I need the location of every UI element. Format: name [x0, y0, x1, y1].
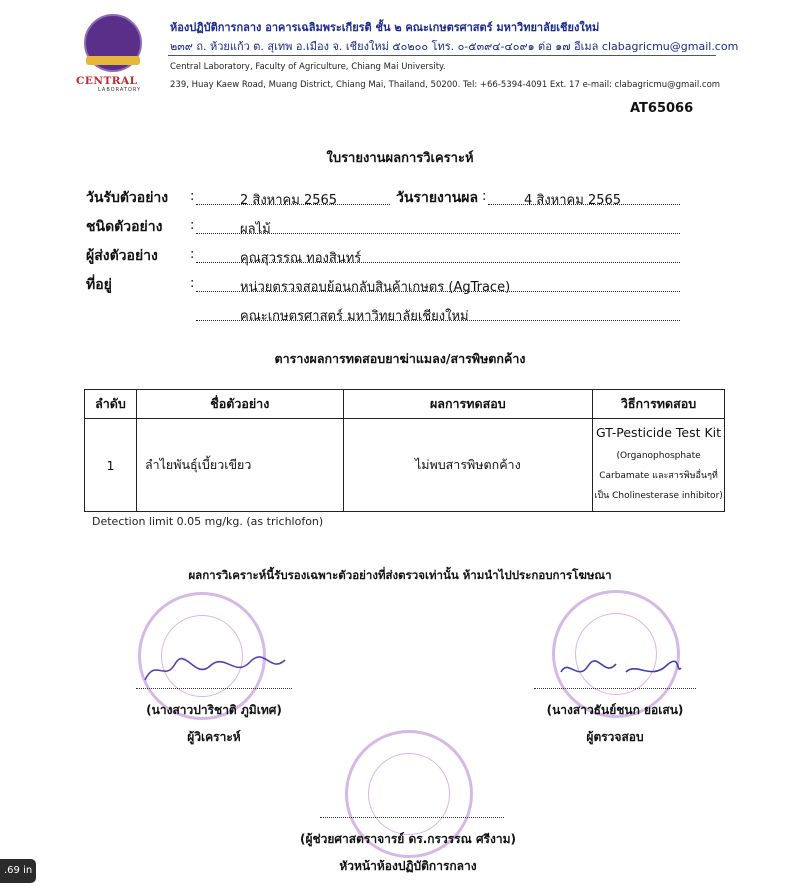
certification-note: ผลการวิเคราะห์นี้รับรองเฉพาะตัวอย่างที่ส่งตรวจเท่านั้น ห้ามนำไปประกอบการโฆษณา	[188, 568, 612, 582]
org-address-english: 239, Huay Kaew Road, Muang District, Chiang Mai, Thailand, 50200. Tel: +66-5394-4091 Ext. 17 e-mail: clabagricmu@gmail.com	[170, 80, 721, 90]
sender-colon: :	[190, 247, 195, 262]
method-main: GT-Pesticide Test Kit	[596, 424, 722, 440]
type-colon: :	[190, 218, 195, 233]
reviewer-sign-line	[534, 688, 696, 689]
sender-value: คุณสุวรรณ ทองสินทร์	[240, 251, 362, 266]
head-sign-line	[320, 817, 504, 818]
logo-ribbon	[86, 56, 140, 65]
received-date-label: วันรับตัวอย่าง	[86, 190, 169, 206]
col-header-no: ลำดับ	[85, 390, 137, 419]
report-date-label: วันรายงานผล	[396, 190, 479, 206]
address-line-2: คณะเกษตรศาสตร์ มหาวิทยาลัยเชียงใหม่	[240, 309, 469, 324]
detection-limit: Detection limit 0.05 mg/kg. (as trichlofon)	[92, 515, 324, 528]
received-colon: :	[190, 189, 195, 204]
method-line-1: (Organophosphate	[616, 450, 701, 461]
document-title: ใบรายงานผลการวิเคราะห์	[326, 151, 474, 166]
col-header-result: ผลการทดสอบ	[343, 390, 593, 419]
report-date-value: 4 สิงหาคม 2565	[524, 193, 622, 208]
report-colon: :	[482, 189, 487, 204]
received-date-value: 2 สิงหาคม 2565	[240, 193, 338, 208]
sample-type-label: ชนิดตัวอย่าง	[86, 219, 163, 235]
logo-text: CENTRAL	[76, 75, 138, 87]
reviewer-name: (นางสาวธันย์ชนก ยอเสน)	[546, 703, 684, 717]
col-header-method: วิธีการทดสอบ	[593, 390, 725, 419]
head-title: หัวหน้าห้องปฏิบัติการกลาง	[339, 859, 477, 873]
address-label: ที่อยู่	[86, 277, 112, 293]
sample-type-value: ผลไม้	[240, 222, 271, 237]
zoom-badge[interactable]: .69 in	[0, 859, 36, 883]
col-header-sample-name: ชื่อตัวอย่าง	[136, 390, 343, 419]
table-title: ตารางผลการทดสอบยาฆ่าแมลง/สารพิษตกค้าง	[274, 351, 526, 366]
report-number: AT65066	[630, 101, 694, 116]
analyst-sign-line	[136, 688, 292, 689]
method-line-2: Carbamate และสารพิษอื่นๆที่	[599, 470, 718, 481]
analyst-name: (นางสาวปาริชาติ ภูมิเทศ)	[146, 703, 282, 717]
signature-reviewer	[556, 652, 686, 688]
signature-analyst	[140, 652, 290, 688]
org-name-thai: ห้องปฏิบัติการกลาง อาคารเฉลิมพระเกียรติ ชั้น ๒ คณะเกษตรศาสตร์ มหาวิทยาลัยเชียงใหม่	[170, 21, 600, 34]
cell-no: 1	[85, 419, 137, 512]
table-row	[85, 419, 725, 512]
address-colon: :	[190, 276, 195, 291]
org-address-thai: ๒๓๙ ถ. ห้วยแก้ว ต. สุเทพ อ.เมือง จ. เชียงใหม่ ๕๐๒๐๐ โทร. ๐-๕๓๙๔-๔๐๙๑ ต่อ ๑๗ อีเมล clabagricmu@gmail.com	[170, 40, 739, 53]
org-name-english: Central Laboratory, Faculty of Agriculture, Chiang Mai University.	[170, 62, 446, 72]
head-name: (ผู้ช่วยศาสตราจารย์ ดร.กรวรรณ ศรีงาม)	[299, 832, 516, 846]
header-divider	[168, 55, 716, 56]
method-line-3: เป็น Cholinesterase inhibitor)	[594, 490, 723, 501]
sender-label: ผู้ส่งตัวอย่าง	[86, 248, 158, 264]
reviewer-title: ผู้ตรวจสอบ	[586, 730, 644, 744]
address-line-1: หน่วยตรวจสอบย้อนกลับสินค้าเกษตร (AgTrace)	[240, 280, 511, 295]
cell-result: ไม่พบสารพิษตกค้าง	[343, 419, 593, 512]
table-header-row	[85, 390, 725, 419]
cell-method	[593, 419, 725, 512]
results-table	[84, 389, 725, 512]
logo-subtext: LABORATORY	[98, 87, 142, 93]
analyst-title: ผู้วิเคราะห์	[187, 730, 241, 744]
cell-sample-name: ลำไยพันธุ์เบี้ยวเขียว	[136, 419, 343, 512]
